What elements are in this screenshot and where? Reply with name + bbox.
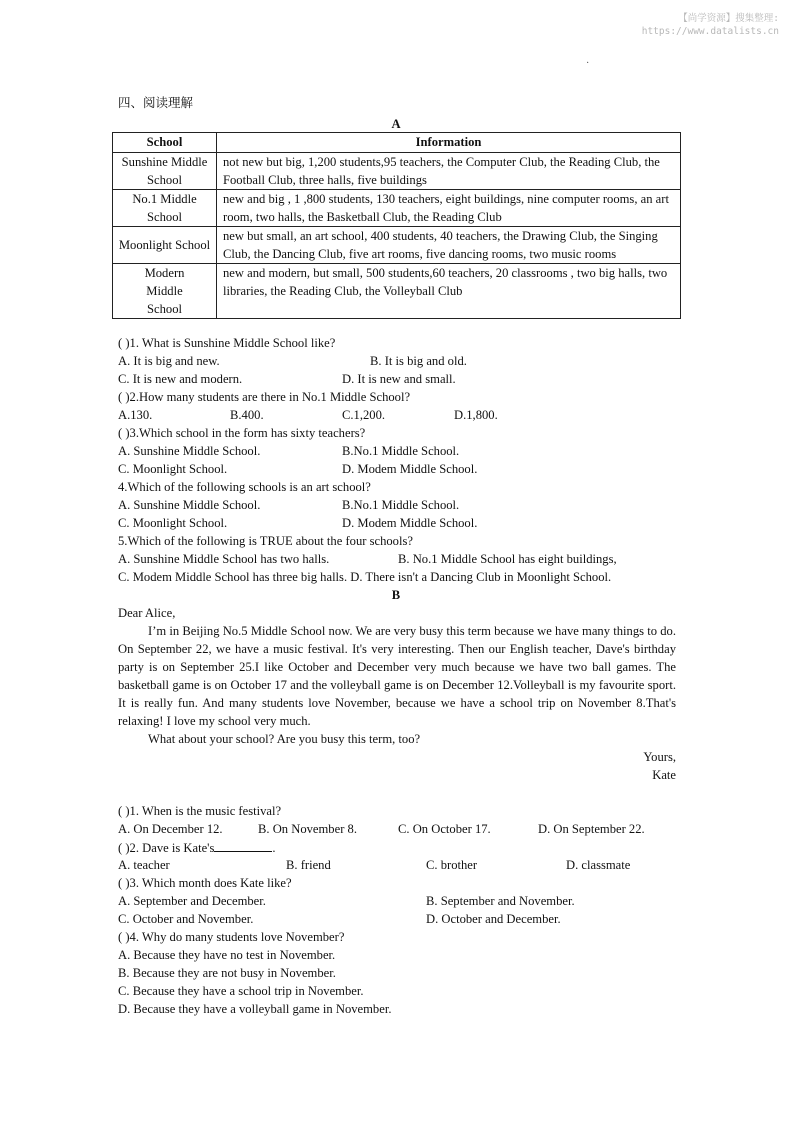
option: C. Because they have a school trip in November. [118,984,364,998]
options-row [118,460,688,478]
table-row [113,153,681,190]
question-stem-text: ( )2. Dave is Kate's [118,841,215,855]
section-title: 四、阅读理解 [118,95,194,110]
school-name: Moonlight School [113,227,217,264]
table-row [113,227,681,264]
option: A. teacher [118,858,170,872]
question-stem-end: . [272,841,276,855]
table-header-row [113,133,681,153]
options-row [118,352,688,370]
option: C. Moonlight School. [118,516,228,530]
question-stem: 5.Which of the following is TRUE about the four schools? [118,534,413,548]
option: D.1,800. [454,408,498,422]
option: A. Sunshine Middle School has two halls. [118,552,330,566]
option: B. No.1 Middle School has eight buildings, [398,552,617,566]
letter-paragraph: I’m in Beijing No.5 Middle School now. We are very busy this term because we have many things to do. On September 22, we have a music festival. It's very interesting. Then our English teacher, Dave's birthday party is on September 25.I like October and December very much because we have two ball games. The basketball game is on October 17 and the volleyball game is on December 12.Volleyball is my favourite sport. It is really fun. And many students love November, because we have a school trip on November 8.That's relaxing! I love my school very much. [118,624,676,728]
question-stem: ( )3.Which school in the form has sixty teachers? [118,426,366,440]
option: A. Because they have no test in November. [118,948,336,962]
question-stem: ( )3. Which month does Kate like? [118,876,292,890]
table-row [113,190,681,227]
options-row [118,514,688,532]
option: D. classmate [566,858,631,872]
question-stem [118,838,688,856]
answer-blank[interactable] [214,838,272,852]
options-row [118,442,688,460]
option: A. September and December. [118,894,266,908]
options-row [118,370,688,388]
part-a-questions [118,334,688,586]
option: B. September and November. [426,894,575,908]
options-row [118,568,688,586]
part-b-label: B [391,588,401,602]
option: B. Because they are not busy in November. [118,966,336,980]
option: C. Moonlight School. [118,462,228,476]
options-row [118,910,688,928]
school-info: not new but big, 1,200 students,95 teachers, the Computer Club, the Reading Club, the Football Club, three halls, five buildings [217,153,681,190]
school-info: new and modern, but small, 500 students,60 teachers, 20 classrooms , two big halls, two libraries, the Reading Club, the Volleyball Club [217,264,681,319]
option: D. Modem Middle School. [342,462,478,476]
options-row [118,820,688,838]
question-stem: ( )1. What is Sunshine Middle School like? [118,336,336,350]
part-a-label: A [391,117,401,131]
option: B. It is big and old. [370,354,467,368]
option: A. Sunshine Middle School. [118,498,261,512]
letter-closing: Yours, [643,750,676,764]
school-info: new and big , 1 ,800 students, 130 teachers, eight buildings, nine computer rooms, an art room, two halls, the Basketball Club, the Reading Club [217,190,681,227]
option: B.No.1 Middle School. [342,498,460,512]
school-info: new but small, an art school, 400 students, 40 teachers, the Drawing Club, the Singing Club, the Dancing Club, five art rooms, five dancing rooms, two music rooms [217,227,681,264]
option: A.130. [118,408,153,422]
option: B. On November 8. [258,822,357,836]
options-row [118,496,688,514]
watermark-url: https://www.datalists.cn [641,26,779,37]
school-info-table [112,132,681,319]
option: D. It is new and small. [342,372,456,386]
option: A. It is big and new. [118,354,220,368]
question-stem: 4.Which of the following schools is an art school? [118,480,371,494]
watermark [642,12,779,38]
school-name: Modern Middle School [113,264,217,319]
option: D. October and December. [426,912,561,926]
option: C. brother [426,858,478,872]
question-stem: ( )1. When is the music festival? [118,804,282,818]
school-name: No.1 Middle School [113,190,217,227]
option: D. On September 22. [538,822,645,836]
option: A. Sunshine Middle School. [118,444,261,458]
option: A. On December 12. [118,822,223,836]
school-name: Sunshine Middle School [113,153,217,190]
options-row [118,406,688,424]
option: C. October and November. [118,912,254,926]
letter-greeting: Dear Alice, [118,606,176,620]
watermark-line1: 【尚学资源】搜集整理: [678,13,779,24]
options-row [118,856,688,874]
question-stem: ( )2.How many students are there in No.1 Middle School? [118,390,411,404]
part-b-questions [118,802,688,1018]
option: B.No.1 Middle School. [342,444,460,458]
option: B.400. [230,408,264,422]
options-row [118,550,688,568]
table-row [113,264,681,319]
question-stem: ( )4. Why do many students love November? [118,930,345,944]
letter [118,604,676,784]
option: C. On October 17. [398,822,491,836]
option: C. Modem Middle School has three big halls. D. There isn't a Dancing Club in Moonlight School. [118,570,612,584]
options-row [118,892,688,910]
option: D. Modem Middle School. [342,516,478,530]
option: C.1,200. [342,408,386,422]
header-school: School [113,133,217,153]
letter-paragraph: What about your school? Are you busy this term, too? [148,732,421,746]
option: C. It is new and modern. [118,372,243,386]
option: D. Because they have a volleyball game in November. [118,1002,392,1016]
letter-signature: Kate [652,768,676,782]
header-information: Information [217,133,681,153]
page-mark: · [586,58,590,69]
option: B. friend [286,858,331,872]
